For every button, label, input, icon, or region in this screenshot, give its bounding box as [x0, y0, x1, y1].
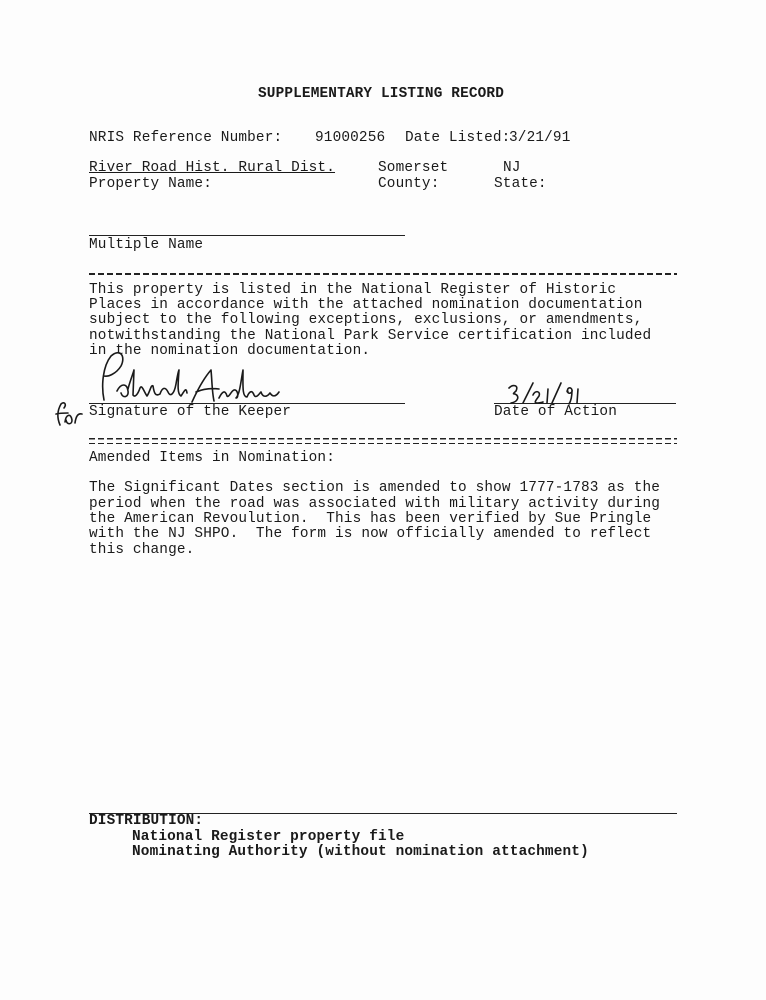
state-value: NJ: [503, 160, 521, 176]
amended-line: with the NJ SHPO. The form is now officially amended to reflect: [89, 526, 652, 542]
amended-line: the American Revoulution. This has been verified by Sue Pringle: [89, 511, 652, 527]
date-listed-label: Date Listed:: [405, 130, 511, 146]
statement-line: in the nomination documentation.: [89, 343, 371, 359]
statement-line: notwithstanding the National Park Service certification included: [89, 328, 652, 344]
amended-line: this change.: [89, 542, 195, 558]
property-name-label: Property Name:: [89, 176, 213, 192]
double-divider: [89, 438, 677, 444]
county-label: County:: [378, 176, 440, 192]
amended-line: The Significant Dates section is amended to show 1777-1783 as the: [89, 480, 661, 496]
nris-label: NRIS Reference Number:: [89, 130, 283, 146]
statement-line: Places in accordance with the attached nomination documentation: [89, 297, 643, 313]
statement-line: This property is listed in the National Register of Historic: [89, 282, 617, 298]
property-name-value: River Road Hist. Rural Dist.: [89, 160, 336, 176]
amended-line: period when the road was associated with military activity during: [89, 496, 661, 512]
county-value: Somerset: [378, 160, 449, 176]
statement-line: subject to the following exceptions, exclusions, or amendments,: [89, 312, 643, 328]
state-label: State:: [494, 176, 547, 192]
amended-heading: Amended Items in Nomination:: [89, 450, 336, 466]
date-listed-value: 3/21/91: [509, 130, 571, 146]
distribution-item: National Register property file: [132, 829, 405, 845]
distribution-heading: DISTRIBUTION:: [89, 813, 204, 829]
distribution-item: Nominating Authority (without nomination attachment): [132, 844, 589, 860]
keeper-signature-label: Signature of the Keeper: [89, 404, 292, 420]
page-title: SUPPLEMENTARY LISTING RECORD: [258, 86, 505, 102]
multiple-name-label: Multiple Name: [89, 237, 204, 253]
date-of-action-label: Date of Action: [494, 404, 618, 420]
nris-value: 91000256: [315, 130, 386, 146]
